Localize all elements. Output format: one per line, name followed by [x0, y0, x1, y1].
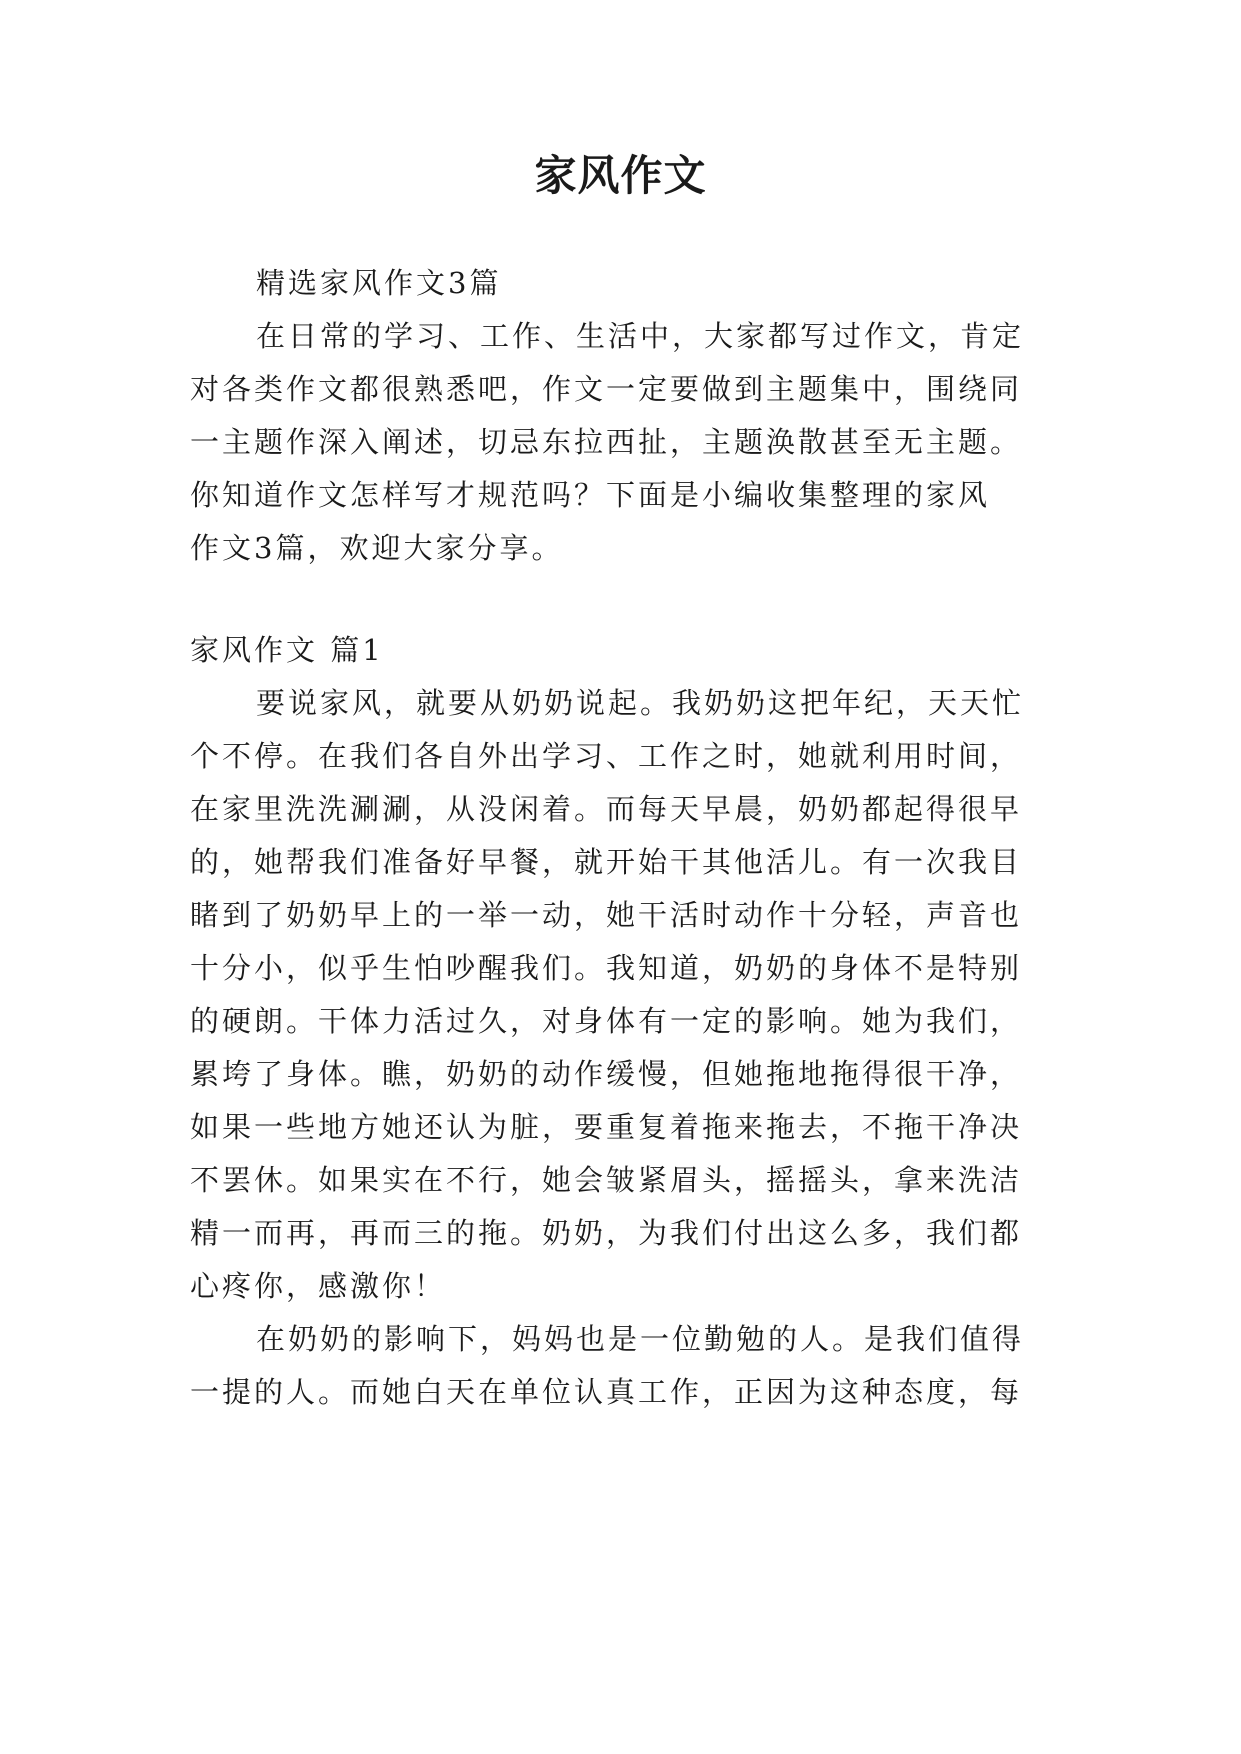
- section-heading: 家风作文 篇1: [190, 633, 384, 667]
- intro-line: 在日常的学习、工作、生活中，大家都写过作文，肯定: [256, 319, 1025, 353]
- subtitle: 精选家风作文3篇: [256, 266, 502, 300]
- page-title: 家风作文: [534, 151, 707, 200]
- paragraph-line: 心疼你，感激你！: [190, 1269, 447, 1303]
- paragraph-line: 十分小，似乎生怕吵醒我们。我知道，奶奶的身体不是特别: [190, 951, 1023, 985]
- intro-line: 你知道作文怎样写才规范吗？下面是小编收集整理的家风: [190, 478, 991, 512]
- paragraph-line: 的硬朗。干体力活过久，对身体有一定的影响。她为我们，: [190, 1004, 1023, 1038]
- paragraph-line: 睹到了奶奶早上的一举一动，她干活时动作十分轻，声音也: [190, 898, 1023, 932]
- paragraph-line: 在家里洗洗涮涮，从没闲着。而每天早晨，奶奶都起得很早: [190, 792, 1023, 826]
- intro-line: 作文3篇，欢迎大家分享。: [190, 531, 564, 565]
- intro-line: 对各类作文都很熟悉吧，作文一定要做到主题集中，围绕同: [190, 372, 1023, 406]
- paragraph-line: 要说家风，就要从奶奶说起。我奶奶这把年纪，天天忙: [256, 686, 1025, 720]
- paragraph-line: 如果一些地方她还认为脏，要重复着拖来拖去，不拖干净决: [190, 1110, 1023, 1144]
- intro-line: 一主题作深入阐述，切忌东拉西扯，主题涣散甚至无主题。: [190, 425, 1023, 459]
- paragraph-line: 不罢休。如果实在不行，她会皱紧眉头，摇摇头，拿来洗洁: [190, 1163, 1023, 1197]
- paragraph-line: 精一而再，再而三的拖。奶奶，为我们付出这么多，我们都: [190, 1216, 1023, 1250]
- paragraph-line: 累垮了身体。瞧，奶奶的动作缓慢，但她拖地拖得很干净，: [190, 1057, 1023, 1091]
- paragraph-line: 个不停。在我们各自外出学习、工作之时，她就利用时间，: [190, 739, 1023, 773]
- paragraph-line: 的，她帮我们准备好早餐，就开始干其他活儿。有一次我目: [190, 845, 1023, 879]
- paragraph-line: 在奶奶的影响下，妈妈也是一位勤勉的人。是我们值得: [256, 1322, 1025, 1356]
- paragraph-line: 一提的人。而她白天在单位认真工作，正因为这种态度，每: [190, 1375, 1023, 1409]
